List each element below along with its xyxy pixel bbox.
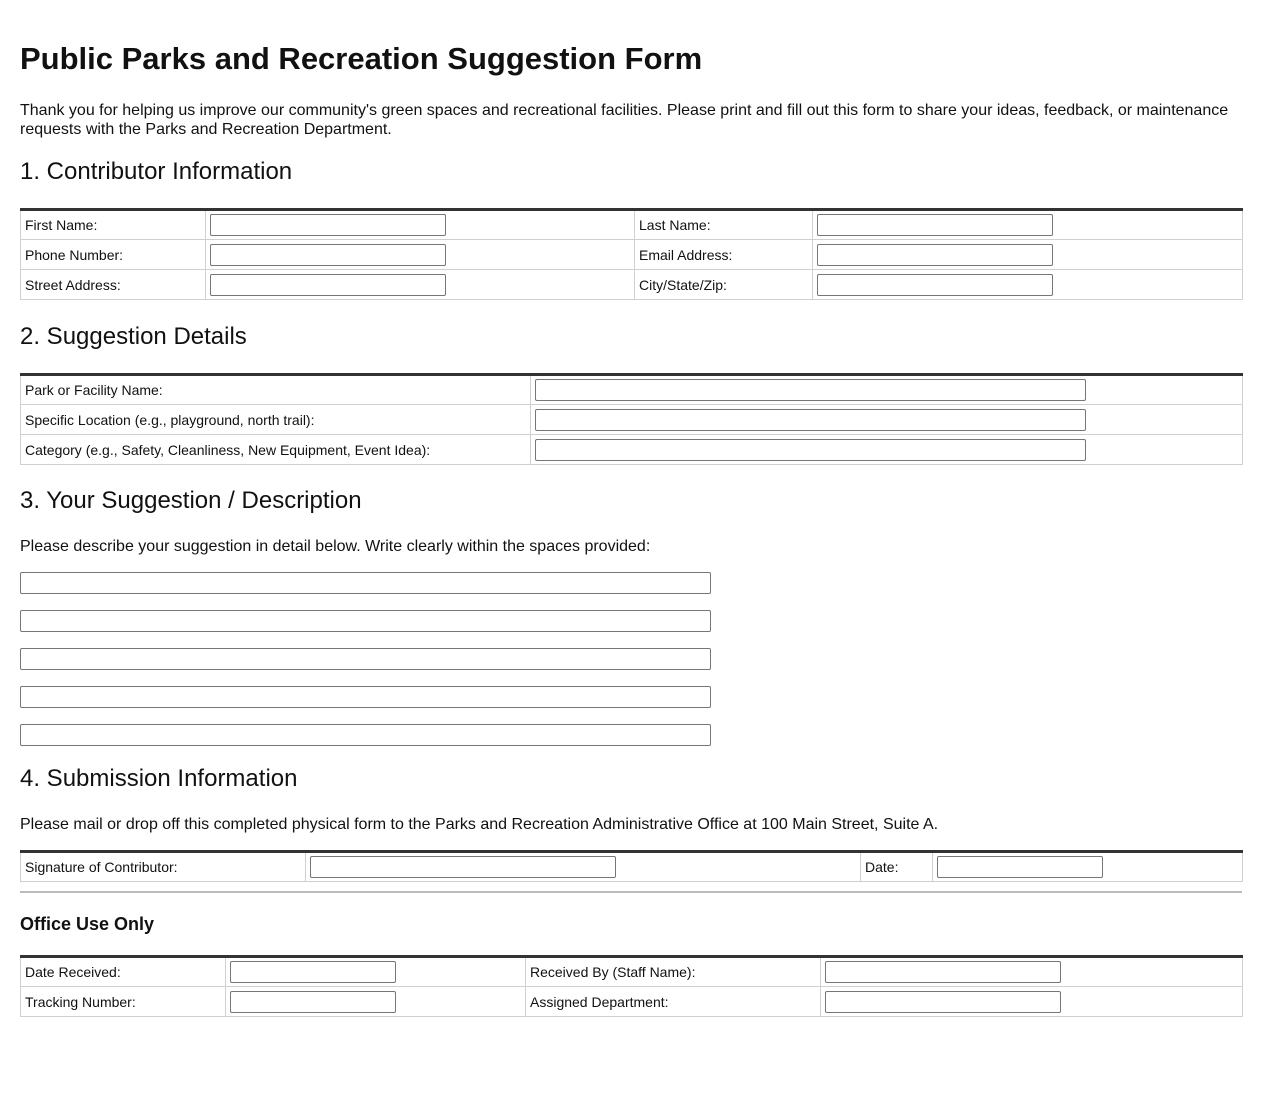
description-line-3[interactable] (20, 648, 711, 670)
city-label: City/State/Zip: (635, 270, 813, 300)
last-name-label: Last Name: (635, 210, 813, 240)
description-instructions: Please describe your suggestion in detail below. Write clearly within the spaces provided: (20, 538, 651, 555)
street-field[interactable] (210, 274, 446, 296)
contributor-table (20, 208, 1243, 300)
table-row (21, 405, 1243, 435)
date-label: Date: (861, 852, 933, 882)
phone-label: Phone Number: (21, 240, 206, 270)
park-label: Park or Facility Name: (21, 375, 531, 405)
intro-text: Thank you for helping us improve our community's green spaces and recreational facilities. Please print and fill out this form to share your ideas, feedback, or maintenance requests with the Parks and Recreation Department. (20, 102, 1229, 138)
table-row (21, 270, 1243, 300)
location-field[interactable] (535, 409, 1086, 431)
office-use-heading: Office Use Only (20, 914, 155, 934)
date-received-label: Date Received: (21, 957, 226, 987)
signature-label: Signature of Contributor: (21, 852, 306, 882)
description-line-5[interactable] (20, 724, 711, 746)
received-by-label: Received By (Staff Name): (526, 957, 821, 987)
tracking-label: Tracking Number: (21, 987, 226, 1017)
section-3-heading: 3. Your Suggestion / Description (20, 487, 362, 514)
suggestion-details-table (20, 373, 1243, 465)
email-field[interactable] (817, 244, 1053, 266)
first-name-field[interactable] (210, 214, 446, 236)
divider (20, 891, 1242, 893)
table-row (21, 852, 1243, 882)
location-label: Specific Location (e.g., playground, north trail): (21, 405, 531, 435)
section-4-heading: 4. Submission Information (20, 765, 298, 792)
table-row (21, 987, 1243, 1017)
city-field[interactable] (817, 274, 1053, 296)
description-line-2[interactable] (20, 610, 711, 632)
department-label: Assigned Department: (526, 987, 821, 1017)
section-2-heading: 2. Suggestion Details (20, 323, 247, 350)
date-received-field[interactable] (230, 961, 396, 983)
signature-table (20, 850, 1243, 882)
email-label: Email Address: (635, 240, 813, 270)
description-line-1[interactable] (20, 572, 711, 594)
phone-field[interactable] (210, 244, 446, 266)
received-by-field[interactable] (825, 961, 1061, 983)
office-use-table (20, 955, 1243, 1017)
table-row (21, 240, 1243, 270)
park-field[interactable] (535, 379, 1086, 401)
date-field[interactable] (937, 856, 1103, 878)
signature-field[interactable] (310, 856, 616, 878)
submission-instructions: Please mail or drop off this completed physical form to the Parks and Recreation Administrative Office at 100 Main Street, Suite A. (20, 816, 939, 833)
first-name-label: First Name: (21, 210, 206, 240)
category-label: Category (e.g., Safety, Cleanliness, New Equipment, Event Idea): (21, 435, 531, 465)
tracking-field[interactable] (230, 991, 396, 1013)
table-row (21, 375, 1243, 405)
table-row (21, 210, 1243, 240)
table-row (21, 957, 1243, 987)
last-name-field[interactable] (817, 214, 1053, 236)
street-label: Street Address: (21, 270, 206, 300)
description-line-4[interactable] (20, 686, 711, 708)
page-title: Public Parks and Recreation Suggestion Form (20, 41, 703, 76)
table-row (21, 435, 1243, 465)
department-field[interactable] (825, 991, 1061, 1013)
category-field[interactable] (535, 439, 1086, 461)
section-1-heading: 1. Contributor Information (20, 158, 293, 185)
